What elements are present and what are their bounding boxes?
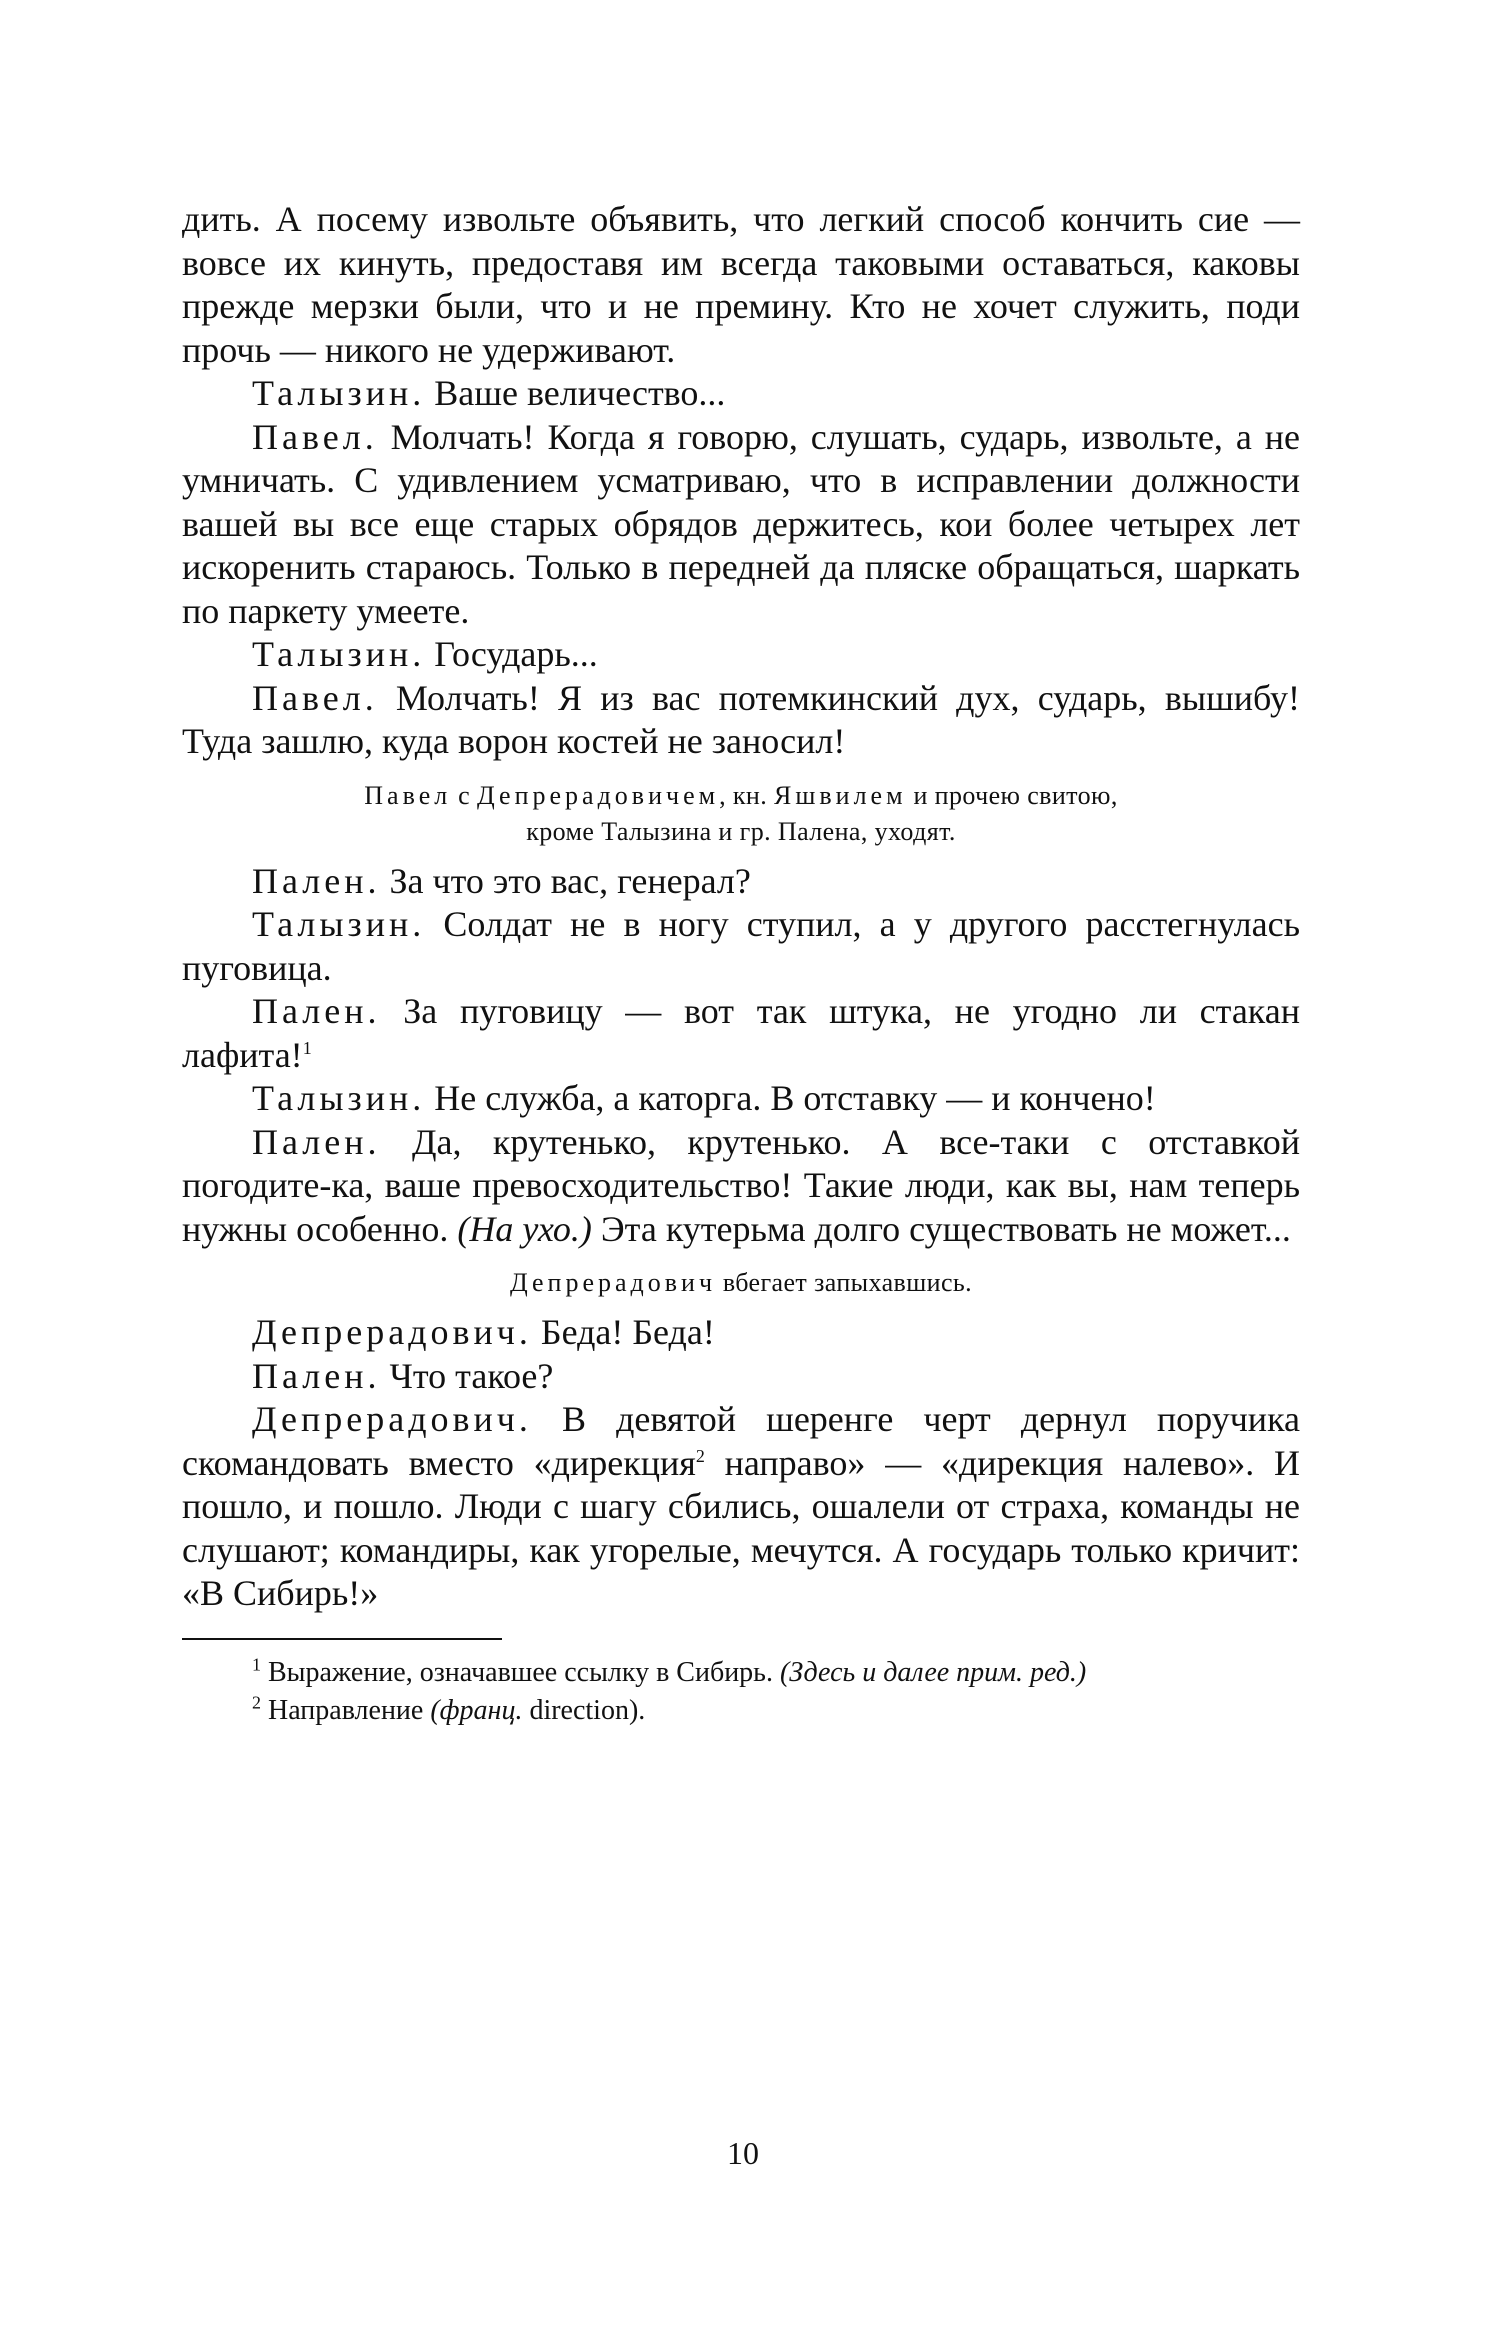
speaker-name: Талызин. (252, 373, 426, 413)
stage-name-yashvil: Яшвилем (774, 780, 907, 810)
stage-name-depreradovich: Депрерадовичем (476, 780, 720, 810)
speech-depreradovich-2 (182, 1398, 1300, 1616)
speech-text: За пуговицу — вот так штука, не угодно ли стакан лафита! (182, 991, 1300, 1075)
document-page (182, 198, 1300, 1730)
speaker-name: Талызин. (252, 634, 426, 674)
speech-text: Государь... (425, 634, 598, 674)
footnote-ref: 2 (695, 1445, 705, 1466)
footnote-mark: 2 (252, 1692, 261, 1713)
footnote-text: Направление (261, 1694, 431, 1726)
speech-text: Эта кутерьма долго существовать не может... (591, 1208, 1291, 1249)
speaker-name: Депрерадович. (252, 1399, 532, 1439)
stage-name-pavel: Павел (364, 780, 452, 810)
speaker-name: Пален. (252, 991, 381, 1031)
speaker-name: Депрерадович. (252, 1312, 532, 1352)
footnote-divider (182, 1638, 502, 1640)
speech-text: Да, крутенько, крутенько. А все-таки с отставкой погодите-ка, ваше превосходительство! Такие люди, как вы, нам теперь нужны особенно. (182, 1121, 1300, 1249)
speech-talyzin-3 (182, 903, 1300, 990)
stage-text: с (451, 780, 477, 810)
speech-pavel-1 (182, 416, 1300, 634)
footnote-remark: (Здесь и далее прим. ред.) (779, 1656, 1087, 1688)
speech-pavel-2 (182, 677, 1300, 764)
page-number: 10 (727, 2135, 759, 2171)
speech-text: За что это вас, генерал? (380, 860, 751, 901)
stage-name-depreradovich: Депрерадович (509, 1268, 717, 1297)
speaker-name: Пален. (252, 1355, 381, 1396)
speech-text: Молчать! Когда я говорю, слушать, сударь, извольте, а не умничать. С удивлением усматриваю, что в исправлении должности вашей вы все еще старых обрядов держитесь, кои более четырех лет искоренить стараюсь. Только в передней да пляске обращаться, шаркать по паркету умеете. (182, 416, 1300, 631)
speech-text: Молчать! Я из вас потемкинский дух, сударь, вышибу! Туда зашлю, куда ворон костей не заносил! (182, 677, 1300, 761)
stage-remark: (На ухо.) (457, 1208, 592, 1249)
speaker-name: Павел. (252, 677, 378, 718)
footnote-mark: 1 (252, 1654, 261, 1675)
speech-text: Не служба, а каторга. В отставку — и кончено! (425, 1078, 1156, 1118)
speaker-name: Павел. (252, 416, 378, 457)
speech-text: Ваше величество... (425, 373, 726, 413)
speech-text: В девятой шеренге черт дернул поручика скомандовать вместо «дирекция (182, 1399, 1300, 1483)
speaker-name: Талызин. (252, 904, 426, 944)
stage-text: , кн. (719, 780, 775, 810)
paragraph-text: дить. А посему извольте объявить, что легкий способ кончить сие — вовсе их кинуть, предоставя им всегда таковыми оставаться, каковы прежде мерзки были, что и не премину. Кто не хочет служить, поди прочь — никого не удерживают. (182, 199, 1300, 370)
footnote-text: Выражение, означавшее ссылку в Сибирь. (261, 1656, 780, 1688)
stage-direction-line-1 (182, 778, 1300, 814)
speaker-name: Талызин. (252, 1078, 426, 1118)
stage-text: и прочею свитою, (906, 780, 1118, 810)
speech-text: Солдат не в ногу ступил, а у другого расстегнулась пуговица. (182, 904, 1300, 988)
speech-text: Что такое? (380, 1355, 554, 1396)
stage-text: вбегает запыхавшись. (716, 1268, 973, 1297)
stage-direction-exit (182, 778, 1300, 850)
speech-palen-2 (182, 990, 1300, 1077)
footnote-1 (182, 1654, 1300, 1692)
speech-text: Беда! Беда! (531, 1312, 715, 1352)
footnote-2 (182, 1692, 1300, 1730)
footnote-ref: 1 (302, 1037, 312, 1058)
speech-palen-4 (182, 1355, 1300, 1399)
speech-palen-3 (182, 1121, 1300, 1252)
stage-direction-enter (182, 1265, 1300, 1301)
paragraph-continuation (182, 198, 1300, 372)
stage-direction-line-2: кроме Талызина и гр. Палена, уходят. (526, 816, 956, 846)
speech-talyzin-4 (182, 1077, 1300, 1121)
footnote-text: direction). (522, 1694, 646, 1726)
speaker-name: Пален. (252, 860, 381, 901)
speech-text: направо» — «дирекция налево». И пошло, и пошло. Люди с шагу сбились, ошалели от страха, команды не слушают; командиры, как угорелые, мечутся. А государь только кричит: «В Сибирь!» (182, 1442, 1301, 1613)
footnotes (182, 1654, 1300, 1730)
speech-depreradovich-1 (182, 1311, 1300, 1355)
speaker-name: Пален. (252, 1121, 381, 1162)
footnote-remark: (франц. (430, 1694, 523, 1726)
speech-talyzin-2 (182, 633, 1300, 677)
speech-talyzin-1 (182, 372, 1300, 416)
speech-palen-1 (182, 860, 1300, 904)
